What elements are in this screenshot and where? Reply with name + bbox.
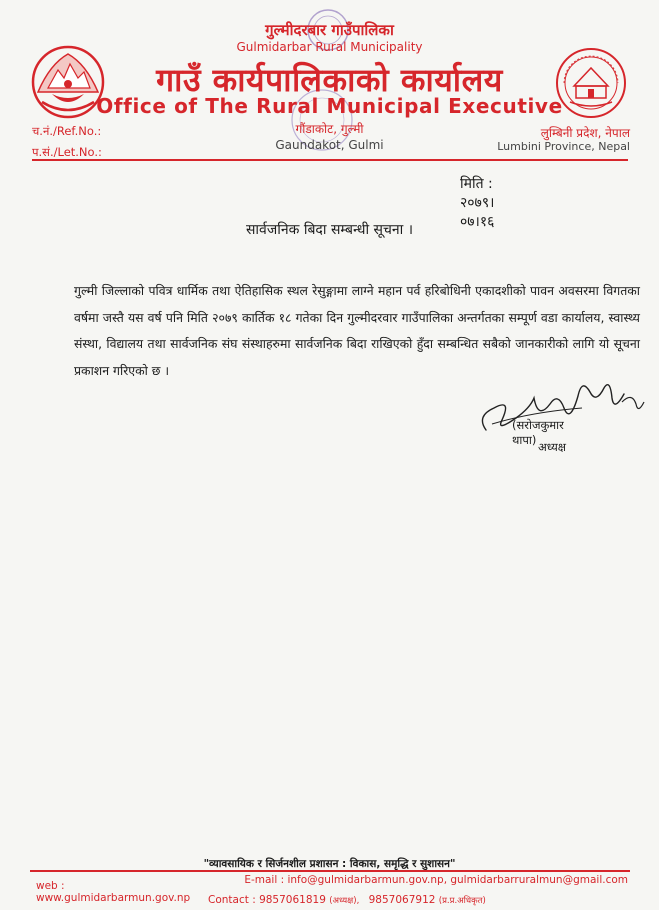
office-title-np: गाउँ कार्यपालिकाको कार्यालय [156,61,503,99]
footer-slogan: "व्यावसायिक र सिर्जनशील प्रशासन : विकास, समृद्धि र सुशासन" [203,858,456,870]
signer-name: (सरोजकुमार थापा) [512,418,564,447]
signer-title: अध्यक्ष [538,440,567,454]
municipality-name-np: गुल्मीदरबार गाउँपालिका [265,21,394,39]
header-divider [32,159,628,161]
office-location-en: Gaundakot, Gulmi [275,138,384,152]
office-title-en: Office of The Rural Municipal Executive [96,94,563,118]
notice-body: गुल्मी जिल्लाको पवित्र धार्मिक तथा ऐतिहासिक स्थल रेसुङ्गामा लाग्ने महान पर्व हरिबोधिनी एकादशीको पावन अवसरमा विगतका वर्षमा जस्तै यस वर्ष पनि मिति २०७९ कार्तिक १८ गतेका दिन गुल्मीदरवार गाउँपालिका अन्तर्गतका सम्पूर्ण वडा कार्यालय, स्वास्थ्य संस्था, विद्यालय तथा सार्वजनिक संघ संस्थाहरुमा सार्वजनिक बिदा राखिएको हुँदा सम्बन्धित सबैको जानकारीको लागि यो सूचना प्रकाशन गरिएको छ । [74,283,640,378]
office-location-np: गौंडाकोट, गुल्मी [295,122,364,136]
contact-number-chair: Contact : 9857061819 [208,894,326,906]
notice-subject: सार्वजनिक बिदा सम्बन्धी सूचना । [245,222,414,238]
footer-email: E-mail : info@gulmidarbarmun.gov.np, gulmidarbarruralmun@gmail.com [244,874,628,886]
contact-number-cao: 9857067912 [368,894,436,906]
letter-number-label: प.सं./Let.No.: [32,145,102,159]
contact-note-cao: (प्र.प्र.अधिकृत) [438,896,486,906]
province-en: Lumbini Province, Nepal [497,140,630,153]
reference-number-label: च.नं./Ref.No.: [32,124,102,138]
municipality-name-en: Gulmidarbar Rural Municipality [236,40,423,54]
notice-date: मिति : २०७९।०७।१६ [460,176,495,230]
province-np: लुम्बिनी प्रदेश, नेपाल [540,126,630,140]
footer-divider [30,870,630,872]
contact-note-chair: (अध्यक्ष), [329,896,360,906]
footer-contact [208,894,486,906]
footer-website: web : www.gulmidarbarmun.gov.np [36,880,191,904]
